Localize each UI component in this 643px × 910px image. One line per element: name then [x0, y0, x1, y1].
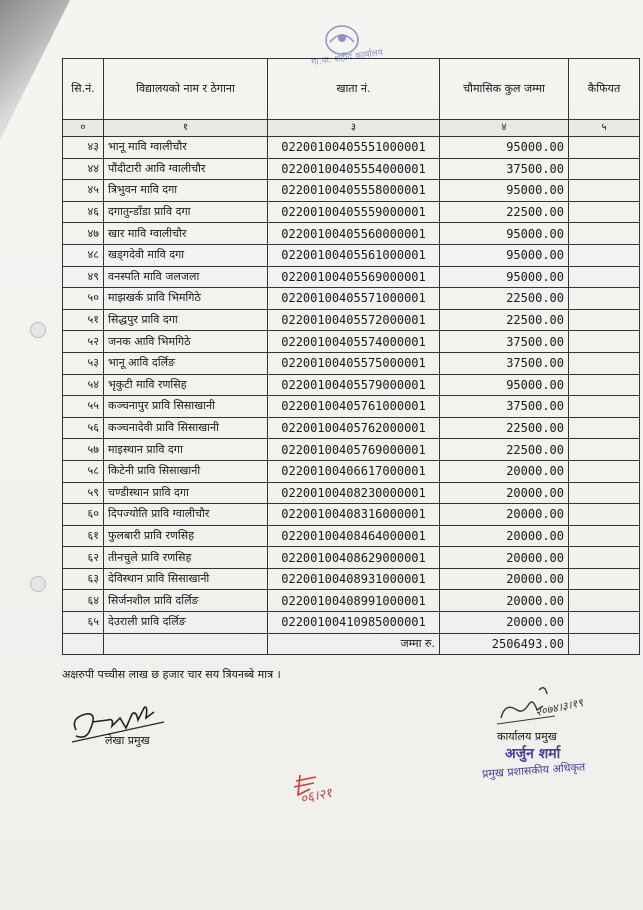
header-account: खाता नं. — [268, 59, 440, 120]
row-remarks — [569, 180, 640, 202]
row-sn: ५८ — [63, 460, 104, 482]
row-school-name: चण्डीस्थान प्रावि दगा — [104, 482, 268, 504]
row-account-number: 02200100405561000001 — [268, 244, 440, 266]
row-account-number: 02200100405579000001 — [268, 374, 440, 396]
row-sn: ५० — [63, 288, 104, 310]
row-sn: ५२ — [63, 331, 104, 353]
row-amount: 22500.00 — [440, 417, 569, 439]
row-remarks — [569, 201, 640, 223]
table-row — [63, 482, 640, 504]
row-sn: ४८ — [63, 244, 104, 266]
table-row — [63, 547, 640, 569]
row-school-name: देविस्थान प्रावि सिसाखानी — [104, 568, 268, 590]
total-row — [63, 633, 640, 654]
table-row — [63, 439, 640, 461]
table-row — [63, 137, 640, 159]
table-row — [63, 244, 640, 266]
row-sn: ५९ — [63, 482, 104, 504]
row-account-number: 02200100405560000001 — [268, 223, 440, 245]
row-sn: ६४ — [63, 590, 104, 612]
row-school-name: भानू आवि दर्लिङ — [104, 352, 268, 374]
header-remarks: कैफियत — [569, 59, 640, 120]
row-amount: 22500.00 — [440, 309, 569, 331]
row-amount: 20000.00 — [440, 482, 569, 504]
row-amount: 37500.00 — [440, 158, 569, 180]
row-sn: ५५ — [63, 396, 104, 418]
header-school: विद्यालयको नाम र ठेगाना — [104, 59, 268, 120]
row-remarks — [569, 612, 640, 634]
table-row — [63, 223, 640, 245]
row-sn: ६३ — [63, 568, 104, 590]
row-sn: ५४ — [63, 374, 104, 396]
row-account-number: 02200100405571000001 — [268, 288, 440, 310]
row-remarks — [569, 417, 640, 439]
row-school-name: जनक आवि भिमगिठे — [104, 331, 268, 353]
row-remarks — [569, 590, 640, 612]
row-amount: 95000.00 — [440, 223, 569, 245]
stamp-text: गा.पा. शहीद कार्यालय — [310, 47, 384, 68]
row-amount: 37500.00 — [440, 396, 569, 418]
punch-hole-top — [30, 322, 46, 338]
row-school-name: माझखर्क प्रावि भिमगिठे — [104, 288, 268, 310]
table-row — [63, 158, 640, 180]
row-sn: ५७ — [63, 439, 104, 461]
table-row — [63, 396, 640, 418]
row-amount: 20000.00 — [440, 547, 569, 569]
table-row — [63, 180, 640, 202]
table-row — [63, 352, 640, 374]
row-sn: ५६ — [63, 417, 104, 439]
row-remarks — [569, 460, 640, 482]
row-remarks — [569, 352, 640, 374]
row-remarks — [569, 137, 640, 159]
row-sn: ४३ — [63, 137, 104, 159]
row-amount: 95000.00 — [440, 266, 569, 288]
row-remarks — [569, 439, 640, 461]
row-sn: ४७ — [63, 223, 104, 245]
row-amount: 95000.00 — [440, 137, 569, 159]
officer-title-stamp: प्रमुख प्रशासकीय अधिकृत — [481, 760, 586, 781]
row-amount: 22500.00 — [440, 288, 569, 310]
row-school-name: भृकुटी मावि रणसिह — [104, 374, 268, 396]
row-remarks — [569, 525, 640, 547]
row-remarks — [569, 547, 640, 569]
row-amount: 37500.00 — [440, 331, 569, 353]
row-amount: 37500.00 — [440, 352, 569, 374]
table-row — [63, 612, 640, 634]
col-number: ३ — [268, 120, 440, 137]
row-school-name: फुलबारी प्रावि रणसिह — [104, 525, 268, 547]
row-amount: 20000.00 — [440, 612, 569, 634]
row-school-name: खड्गदेवी मावि दगा — [104, 244, 268, 266]
row-account-number: 02200100405575000001 — [268, 352, 440, 374]
row-amount: 95000.00 — [440, 180, 569, 202]
col-number: ० — [63, 120, 104, 137]
header-total: चौमासिक कुल जम्मा — [440, 59, 569, 120]
row-remarks — [569, 374, 640, 396]
row-amount: 20000.00 — [440, 504, 569, 526]
row-amount: 20000.00 — [440, 590, 569, 612]
row-account-number: 02200100410985000001 — [268, 612, 440, 634]
total-empty-cell — [63, 633, 104, 654]
row-account-number: 02200100405554000001 — [268, 158, 440, 180]
row-remarks — [569, 504, 640, 526]
row-sn: ५१ — [63, 309, 104, 331]
row-school-name: माइस्थान प्रावि दगा — [104, 439, 268, 461]
row-remarks — [569, 568, 640, 590]
row-school-name: कञ्चनापुर प्रावि सिसाखानी — [104, 396, 268, 418]
row-sn: ४६ — [63, 201, 104, 223]
table-header-row — [63, 59, 640, 120]
row-sn: ६५ — [63, 612, 104, 634]
table-body — [63, 137, 640, 634]
row-amount: 22500.00 — [440, 201, 569, 223]
row-account-number: 02200100408464000001 — [268, 525, 440, 547]
row-sn: ४४ — [63, 158, 104, 180]
row-remarks — [569, 482, 640, 504]
col-number: १ — [104, 120, 268, 137]
row-sn: ४९ — [63, 266, 104, 288]
row-account-number: 02200100408230000001 — [268, 482, 440, 504]
table-row — [63, 331, 640, 353]
row-sn: ४५ — [63, 180, 104, 202]
table-row — [63, 590, 640, 612]
row-account-number: 02200100405572000001 — [268, 309, 440, 331]
row-sn: ५३ — [63, 352, 104, 374]
row-remarks — [569, 309, 640, 331]
office-chief-role: कार्यालय प्रमुख — [497, 730, 557, 743]
total-label: जम्मा रु. — [268, 633, 440, 654]
row-amount: 95000.00 — [440, 374, 569, 396]
row-account-number: 02200100405761000001 — [268, 396, 440, 418]
table-row — [63, 417, 640, 439]
row-account-number: 02200100405551000001 — [268, 137, 440, 159]
row-school-name: देउराली प्रावि दर्लिङ — [104, 612, 268, 634]
row-school-name: भानू मावि ग्वालीचौर — [104, 137, 268, 159]
row-account-number: 02200100405559000001 — [268, 201, 440, 223]
row-school-name: वनस्पति मावि जलजला — [104, 266, 268, 288]
row-remarks — [569, 288, 640, 310]
row-account-number: 02200100405569000001 — [268, 266, 440, 288]
total-amount: 2506493.00 — [440, 633, 569, 654]
row-account-number: 02200100408991000001 — [268, 590, 440, 612]
officer-name-stamp: अर्जुन शर्मा — [505, 746, 561, 762]
row-remarks — [569, 396, 640, 418]
table-row — [63, 309, 640, 331]
row-sn: ६० — [63, 504, 104, 526]
amount-in-words: अक्षरुपी पच्चीस लाख छ हजार चार सय त्रियनब्बे मात्र । — [62, 668, 281, 681]
total-empty-cell — [569, 633, 640, 654]
row-remarks — [569, 244, 640, 266]
table-row — [63, 266, 640, 288]
row-sn: ६२ — [63, 547, 104, 569]
red-handwritten-date: ०६।२१ — [299, 785, 334, 808]
row-school-name: खार मावि ग्वालीचौर — [104, 223, 268, 245]
row-account-number: 02200100408316000001 — [268, 504, 440, 526]
row-amount: 22500.00 — [440, 439, 569, 461]
row-account-number: 02200100405574000001 — [268, 331, 440, 353]
signature-date: २०७४।३।१९ — [534, 696, 585, 719]
row-remarks — [569, 266, 640, 288]
punch-hole-bottom — [30, 576, 46, 592]
school-account-table — [62, 58, 640, 655]
row-account-number: 02200100408629000001 — [268, 547, 440, 569]
row-account-number: 02200100405558000001 — [268, 180, 440, 202]
row-school-name: दिपज्योति प्रावि ग्वालीचौर — [104, 504, 268, 526]
row-remarks — [569, 331, 640, 353]
row-school-name: सिद्धपुर प्रावि दगा — [104, 309, 268, 331]
row-account-number: 02200100408931000001 — [268, 568, 440, 590]
row-amount: 20000.00 — [440, 460, 569, 482]
row-amount: 95000.00 — [440, 244, 569, 266]
col-number: ४ — [440, 120, 569, 137]
row-school-name: किटेनी प्रावि सिसाखानी — [104, 460, 268, 482]
row-account-number: 02200100405762000001 — [268, 417, 440, 439]
row-remarks — [569, 158, 640, 180]
row-school-name: पौंदीटारी आवि ग्वालीचौर — [104, 158, 268, 180]
table-row — [63, 201, 640, 223]
header-sn: सि.नं. — [63, 59, 104, 120]
table-row — [63, 460, 640, 482]
row-school-name: दगातुन्डाँडा प्रावि दगा — [104, 201, 268, 223]
row-amount: 20000.00 — [440, 568, 569, 590]
table-row — [63, 525, 640, 547]
row-remarks — [569, 223, 640, 245]
accountant-role: लेखा प्रमुख — [105, 734, 150, 747]
total-empty-cell — [104, 633, 268, 654]
page-corner-fold — [0, 0, 70, 140]
col-number: ५ — [569, 120, 640, 137]
row-account-number: 02200100406617000001 — [268, 460, 440, 482]
row-school-name: सिर्जनशील प्रावि दर्लिङ — [104, 590, 268, 612]
table-row — [63, 288, 640, 310]
row-school-name: तीनचुले प्रावि रणसिह — [104, 547, 268, 569]
table-row — [63, 504, 640, 526]
row-school-name: कञ्चनादेवी प्रावि सिसाखानी — [104, 417, 268, 439]
row-account-number: 02200100405769000001 — [268, 439, 440, 461]
row-school-name: त्रिभुवन मावि दगा — [104, 180, 268, 202]
column-number-row — [63, 120, 640, 137]
table-row — [63, 568, 640, 590]
row-sn: ६१ — [63, 525, 104, 547]
table-row — [63, 374, 640, 396]
row-amount: 20000.00 — [440, 525, 569, 547]
